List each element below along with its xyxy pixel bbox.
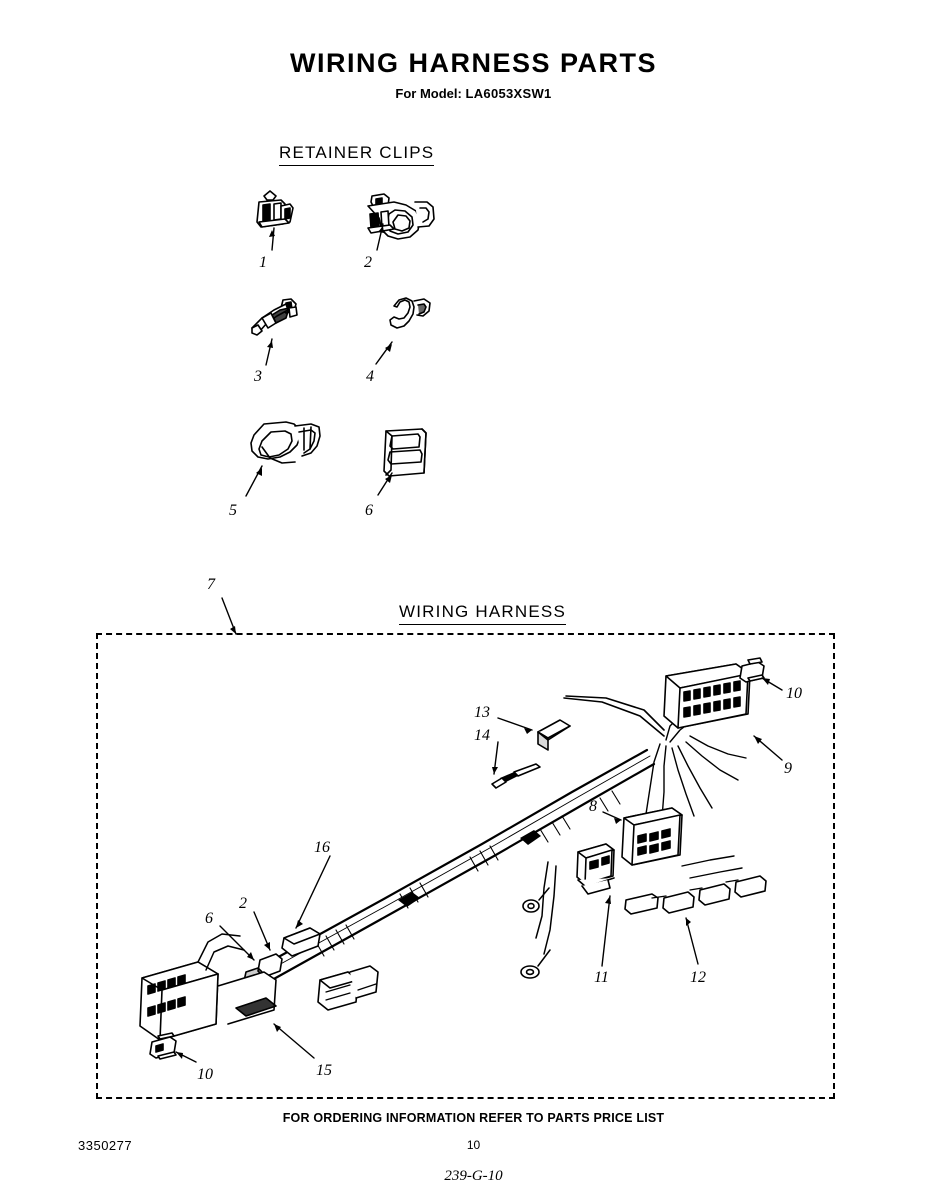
page-number: 10: [466, 1138, 481, 1152]
clip-6-art: [384, 429, 426, 476]
callout-15: 15: [316, 1062, 332, 1079]
clip-1-art: [257, 191, 293, 227]
callout-8: 8: [589, 798, 597, 815]
section-heading-wiring-harness: WIRING HARNESS: [399, 602, 566, 625]
clip-4-art: [390, 298, 430, 328]
callout-10-upper: 10: [786, 685, 802, 702]
callout-7: 7: [207, 576, 215, 593]
model-label: For Model:: [395, 86, 462, 101]
document-number: 3350277: [78, 1138, 133, 1153]
page-title: WIRING HARNESS PARTS: [289, 48, 657, 78]
model-line: [0, 86, 947, 101]
callout-2-harness: 2: [239, 895, 247, 912]
clip-3-art: [252, 299, 297, 335]
callout-5: 5: [229, 502, 237, 519]
callout-1: 1: [259, 254, 267, 271]
callout-13: 13: [474, 704, 490, 721]
callout-14: 14: [474, 727, 490, 744]
clip-5-art: [251, 422, 320, 463]
wiring-harness-boundary: [96, 633, 835, 1099]
callout-9: 9: [784, 760, 792, 777]
sheet-code: 239-G-10: [444, 1168, 503, 1184]
model-number: LA6053XSW1: [465, 86, 552, 101]
callout-2: 2: [364, 254, 372, 271]
callout-10-lower: 10: [197, 1066, 213, 1083]
callout-6-harness: 6: [205, 910, 213, 927]
callout-6: 6: [365, 502, 373, 519]
callout-3: 3: [254, 368, 262, 385]
callout-11: 11: [594, 969, 609, 986]
ordering-note: FOR ORDERING INFORMATION REFER TO PARTS PRICE LIST: [282, 1111, 665, 1125]
callout-16: 16: [314, 839, 330, 856]
callout-4: 4: [366, 368, 374, 385]
section-heading-retainer-clips: RETAINER CLIPS: [279, 143, 434, 166]
callout-12: 12: [690, 969, 706, 986]
clip-2-art: [368, 194, 434, 239]
